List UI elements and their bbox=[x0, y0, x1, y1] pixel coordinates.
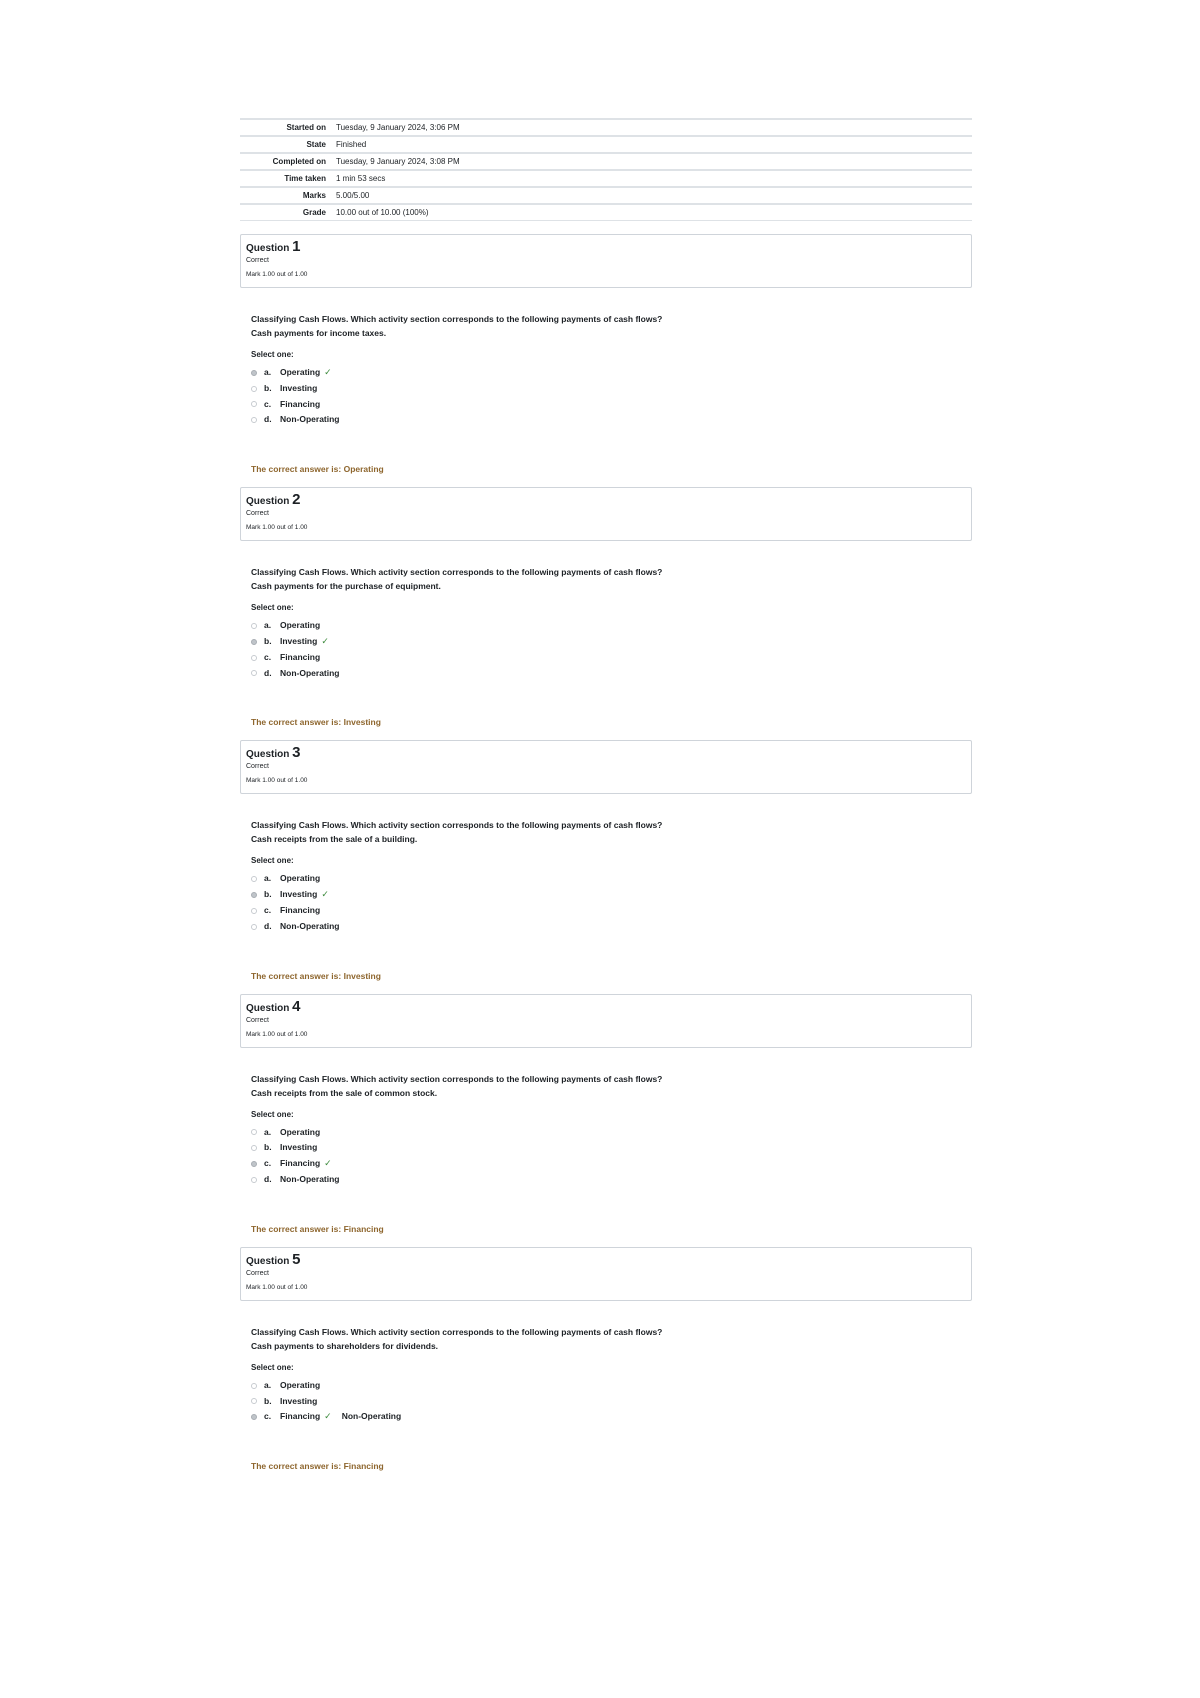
question-state: Correct bbox=[246, 1016, 269, 1024]
correct-answer-prefix: The correct answer is: bbox=[251, 464, 344, 475]
question-info-box bbox=[240, 487, 972, 541]
option-letter: b. bbox=[264, 635, 272, 646]
correct-answer-prefix: The correct answer is: bbox=[251, 717, 344, 728]
answer-option[interactable] bbox=[251, 412, 972, 428]
question-state: Correct bbox=[246, 510, 269, 518]
question-content bbox=[240, 1301, 972, 1471]
radio-button[interactable] bbox=[251, 386, 257, 392]
option-extra-label: Non-Operating bbox=[341, 1411, 402, 1422]
option-letter: d. bbox=[264, 1173, 272, 1184]
correct-answer-prefix: The correct answer is: bbox=[251, 1223, 344, 1234]
question-number-value: 3 bbox=[292, 744, 301, 762]
option-label: Investing bbox=[280, 382, 318, 393]
answer-option[interactable] bbox=[251, 1409, 972, 1425]
answer-option[interactable] bbox=[251, 618, 972, 634]
question-detail: Cash receipts from the sale of common stock. bbox=[251, 1087, 438, 1098]
option-label: Non-Operating bbox=[280, 414, 340, 425]
radio-button[interactable] bbox=[251, 1177, 257, 1183]
option-letter: d. bbox=[264, 667, 272, 678]
answer-option[interactable] bbox=[251, 1125, 972, 1141]
answer-option[interactable] bbox=[251, 1378, 972, 1394]
option-letter: b. bbox=[264, 889, 272, 900]
answer-options bbox=[251, 618, 972, 681]
option-label: Investing bbox=[280, 889, 318, 900]
summary-value: Tuesday, 9 January 2024, 3:08 PM bbox=[336, 157, 460, 166]
radio-button[interactable] bbox=[251, 370, 257, 376]
option-letter: a. bbox=[264, 367, 272, 377]
question-number bbox=[246, 492, 966, 508]
question-info-box bbox=[240, 740, 972, 794]
quiz-review-page bbox=[240, 118, 972, 1471]
summary-value: 1 min 53 secs bbox=[336, 174, 386, 183]
question-4 bbox=[240, 994, 972, 1234]
question-text: Classifying Cash Flows. Which activity section corresponds to the following payments of cash flows? bbox=[251, 1073, 663, 1084]
select-prompt: Select one: bbox=[251, 350, 294, 359]
question-detail: Cash payments to shareholders for dividends. bbox=[251, 1340, 439, 1351]
attempt-summary-table bbox=[240, 118, 972, 221]
answer-option[interactable] bbox=[251, 381, 972, 397]
check-icon: ✓ bbox=[321, 889, 329, 900]
option-label: Financing bbox=[280, 904, 321, 915]
answer-options bbox=[251, 871, 972, 934]
question-detail: Cash payments for income taxes. bbox=[251, 328, 387, 338]
question-content bbox=[240, 1048, 972, 1234]
question-content bbox=[240, 541, 972, 727]
correct-answer-feedback bbox=[251, 464, 972, 474]
check-icon: ✓ bbox=[324, 1158, 332, 1169]
summary-row bbox=[240, 136, 972, 153]
summary-value: 10.00 out of 10.00 (100%) bbox=[336, 208, 429, 217]
answer-option[interactable] bbox=[251, 887, 972, 903]
answer-option[interactable] bbox=[251, 1156, 972, 1172]
radio-button[interactable] bbox=[251, 670, 257, 676]
option-letter: c. bbox=[264, 1411, 272, 1422]
question-number-value: 1 bbox=[292, 238, 301, 255]
question-grade: Mark 1.00 out of 1.00 bbox=[246, 1283, 308, 1291]
option-label: Financing bbox=[280, 651, 321, 662]
radio-button[interactable] bbox=[251, 1161, 257, 1167]
radio-button[interactable] bbox=[251, 1129, 257, 1135]
question-grade: Mark 1.00 out of 1.00 bbox=[246, 1030, 308, 1038]
radio-button[interactable] bbox=[251, 1383, 257, 1389]
option-label: Operating bbox=[280, 1126, 321, 1137]
question-label: Question bbox=[246, 1002, 290, 1014]
radio-button[interactable] bbox=[251, 892, 257, 898]
question-text: Classifying Cash Flows. Which activity section corresponds to the following payments of cash flows? bbox=[251, 314, 663, 324]
correct-answer-feedback bbox=[251, 1461, 972, 1471]
radio-button[interactable] bbox=[251, 924, 257, 930]
option-label: Financing bbox=[280, 1158, 321, 1169]
answer-options bbox=[251, 365, 972, 428]
answer-option[interactable] bbox=[251, 365, 972, 381]
correct-answer-value: Investing bbox=[343, 717, 381, 728]
option-label: Non-Operating bbox=[280, 1173, 340, 1184]
answer-option[interactable] bbox=[251, 871, 972, 887]
option-letter: a. bbox=[264, 1126, 272, 1137]
summary-row bbox=[240, 187, 972, 204]
select-prompt: Select one: bbox=[251, 1109, 294, 1119]
answer-option[interactable] bbox=[251, 634, 972, 650]
answer-option[interactable] bbox=[251, 903, 972, 919]
summary-label: Grade bbox=[302, 208, 326, 217]
summary-label: State bbox=[306, 140, 326, 149]
question-2 bbox=[240, 487, 972, 727]
question-state: Correct bbox=[246, 763, 269, 771]
question-label: Question bbox=[246, 243, 290, 254]
option-label: Investing bbox=[280, 1142, 318, 1153]
radio-button[interactable] bbox=[251, 417, 257, 423]
radio-button[interactable] bbox=[251, 623, 257, 629]
correct-answer-value: Financing bbox=[343, 1461, 384, 1472]
correct-answer-prefix: The correct answer is: bbox=[251, 970, 344, 981]
question-number bbox=[246, 999, 966, 1015]
radio-button[interactable] bbox=[251, 908, 257, 914]
option-letter: c. bbox=[264, 651, 272, 662]
question-info-box bbox=[240, 234, 972, 288]
question-number bbox=[246, 745, 966, 761]
question-info-box bbox=[240, 1247, 972, 1301]
question-label: Question bbox=[246, 496, 290, 508]
answer-option[interactable] bbox=[251, 1172, 972, 1188]
question-state: Correct bbox=[246, 1269, 269, 1277]
correct-answer-prefix: The correct answer is: bbox=[251, 1461, 344, 1472]
question-grade: Mark 1.00 out of 1.00 bbox=[246, 271, 308, 278]
question-number-value: 2 bbox=[292, 491, 301, 509]
correct-answer-feedback bbox=[251, 971, 972, 981]
question-content bbox=[240, 794, 972, 980]
option-letter: d. bbox=[264, 920, 272, 931]
select-prompt: Select one: bbox=[251, 856, 294, 866]
radio-button[interactable] bbox=[251, 1414, 257, 1420]
option-letter: b. bbox=[264, 1395, 272, 1406]
answer-option[interactable] bbox=[251, 1140, 972, 1156]
option-letter: c. bbox=[264, 398, 272, 409]
option-letter: a. bbox=[264, 873, 272, 884]
option-label: Financing bbox=[280, 1411, 321, 1422]
question-text: Classifying Cash Flows. Which activity section corresponds to the following payments of cash flows? bbox=[251, 1326, 663, 1337]
summary-row bbox=[240, 204, 972, 221]
question-content bbox=[240, 288, 972, 474]
option-letter: a. bbox=[264, 1379, 272, 1390]
question-number-value: 4 bbox=[292, 997, 301, 1015]
option-label: Operating bbox=[280, 873, 321, 884]
summary-value: 5.00/5.00 bbox=[336, 191, 370, 200]
option-label: Financing bbox=[280, 398, 321, 409]
question-label: Question bbox=[246, 749, 290, 761]
summary-value: Finished bbox=[336, 140, 367, 149]
question-grade: Mark 1.00 out of 1.00 bbox=[246, 524, 308, 532]
option-letter: c. bbox=[264, 1158, 272, 1169]
correct-answer-value: Operating bbox=[343, 464, 384, 475]
question-text: Classifying Cash Flows. Which activity section corresponds to the following payments of cash flows? bbox=[251, 567, 663, 578]
summary-label: Started on bbox=[286, 123, 326, 132]
question-number bbox=[246, 1252, 966, 1268]
check-icon: ✓ bbox=[324, 1411, 332, 1422]
correct-answer-value: Investing bbox=[343, 970, 381, 981]
option-label: Non-Operating bbox=[280, 667, 340, 678]
select-prompt: Select one: bbox=[251, 603, 294, 613]
radio-button[interactable] bbox=[251, 1398, 257, 1404]
answer-options bbox=[251, 1125, 972, 1188]
answer-option[interactable] bbox=[251, 666, 972, 682]
question-number bbox=[246, 239, 966, 255]
option-letter: b. bbox=[264, 382, 272, 393]
check-icon: ✓ bbox=[324, 367, 332, 377]
summary-label: Marks bbox=[302, 191, 326, 200]
select-prompt: Select one: bbox=[251, 1362, 294, 1372]
answer-option[interactable] bbox=[251, 650, 972, 666]
radio-button[interactable] bbox=[251, 1145, 257, 1151]
summary-row bbox=[240, 119, 972, 136]
question-5 bbox=[240, 1247, 972, 1471]
correct-answer-feedback bbox=[251, 717, 972, 727]
option-label: Investing bbox=[280, 635, 318, 646]
radio-button[interactable] bbox=[251, 876, 257, 882]
option-letter: c. bbox=[264, 904, 272, 915]
question-detail: Cash receipts from the sale of a building. bbox=[251, 834, 418, 845]
check-icon: ✓ bbox=[321, 635, 329, 646]
option-letter: b. bbox=[264, 1142, 272, 1153]
radio-button[interactable] bbox=[251, 401, 257, 407]
question-list bbox=[240, 234, 972, 1471]
option-label: Operating bbox=[280, 1379, 321, 1390]
radio-button[interactable] bbox=[251, 639, 257, 645]
answer-option[interactable] bbox=[251, 397, 972, 413]
question-label: Question bbox=[246, 1255, 290, 1267]
question-1 bbox=[240, 234, 972, 474]
question-text: Classifying Cash Flows. Which activity section corresponds to the following payments of cash flows? bbox=[251, 820, 663, 831]
option-label: Operating bbox=[280, 620, 321, 631]
summary-label: Completed on bbox=[272, 157, 326, 166]
option-label: Non-Operating bbox=[280, 920, 340, 931]
correct-answer-feedback bbox=[251, 1224, 972, 1234]
question-number-value: 5 bbox=[292, 1250, 301, 1268]
option-letter: a. bbox=[264, 620, 272, 631]
question-state: Correct bbox=[246, 257, 269, 264]
summary-row bbox=[240, 170, 972, 187]
option-label: Investing bbox=[280, 1395, 318, 1406]
answer-option[interactable] bbox=[251, 1394, 972, 1410]
answer-options bbox=[251, 1378, 972, 1425]
summary-value: Tuesday, 9 January 2024, 3:06 PM bbox=[336, 123, 460, 132]
summary-row bbox=[240, 153, 972, 170]
radio-button[interactable] bbox=[251, 655, 257, 661]
question-3 bbox=[240, 740, 972, 980]
question-info-box bbox=[240, 994, 972, 1048]
question-grade: Mark 1.00 out of 1.00 bbox=[246, 777, 308, 785]
answer-option[interactable] bbox=[251, 919, 972, 935]
option-label: Operating bbox=[280, 367, 321, 377]
option-letter: d. bbox=[264, 414, 272, 425]
summary-label: Time taken bbox=[284, 174, 326, 183]
question-detail: Cash payments for the purchase of equipment. bbox=[251, 581, 441, 592]
correct-answer-value: Financing bbox=[343, 1223, 384, 1234]
